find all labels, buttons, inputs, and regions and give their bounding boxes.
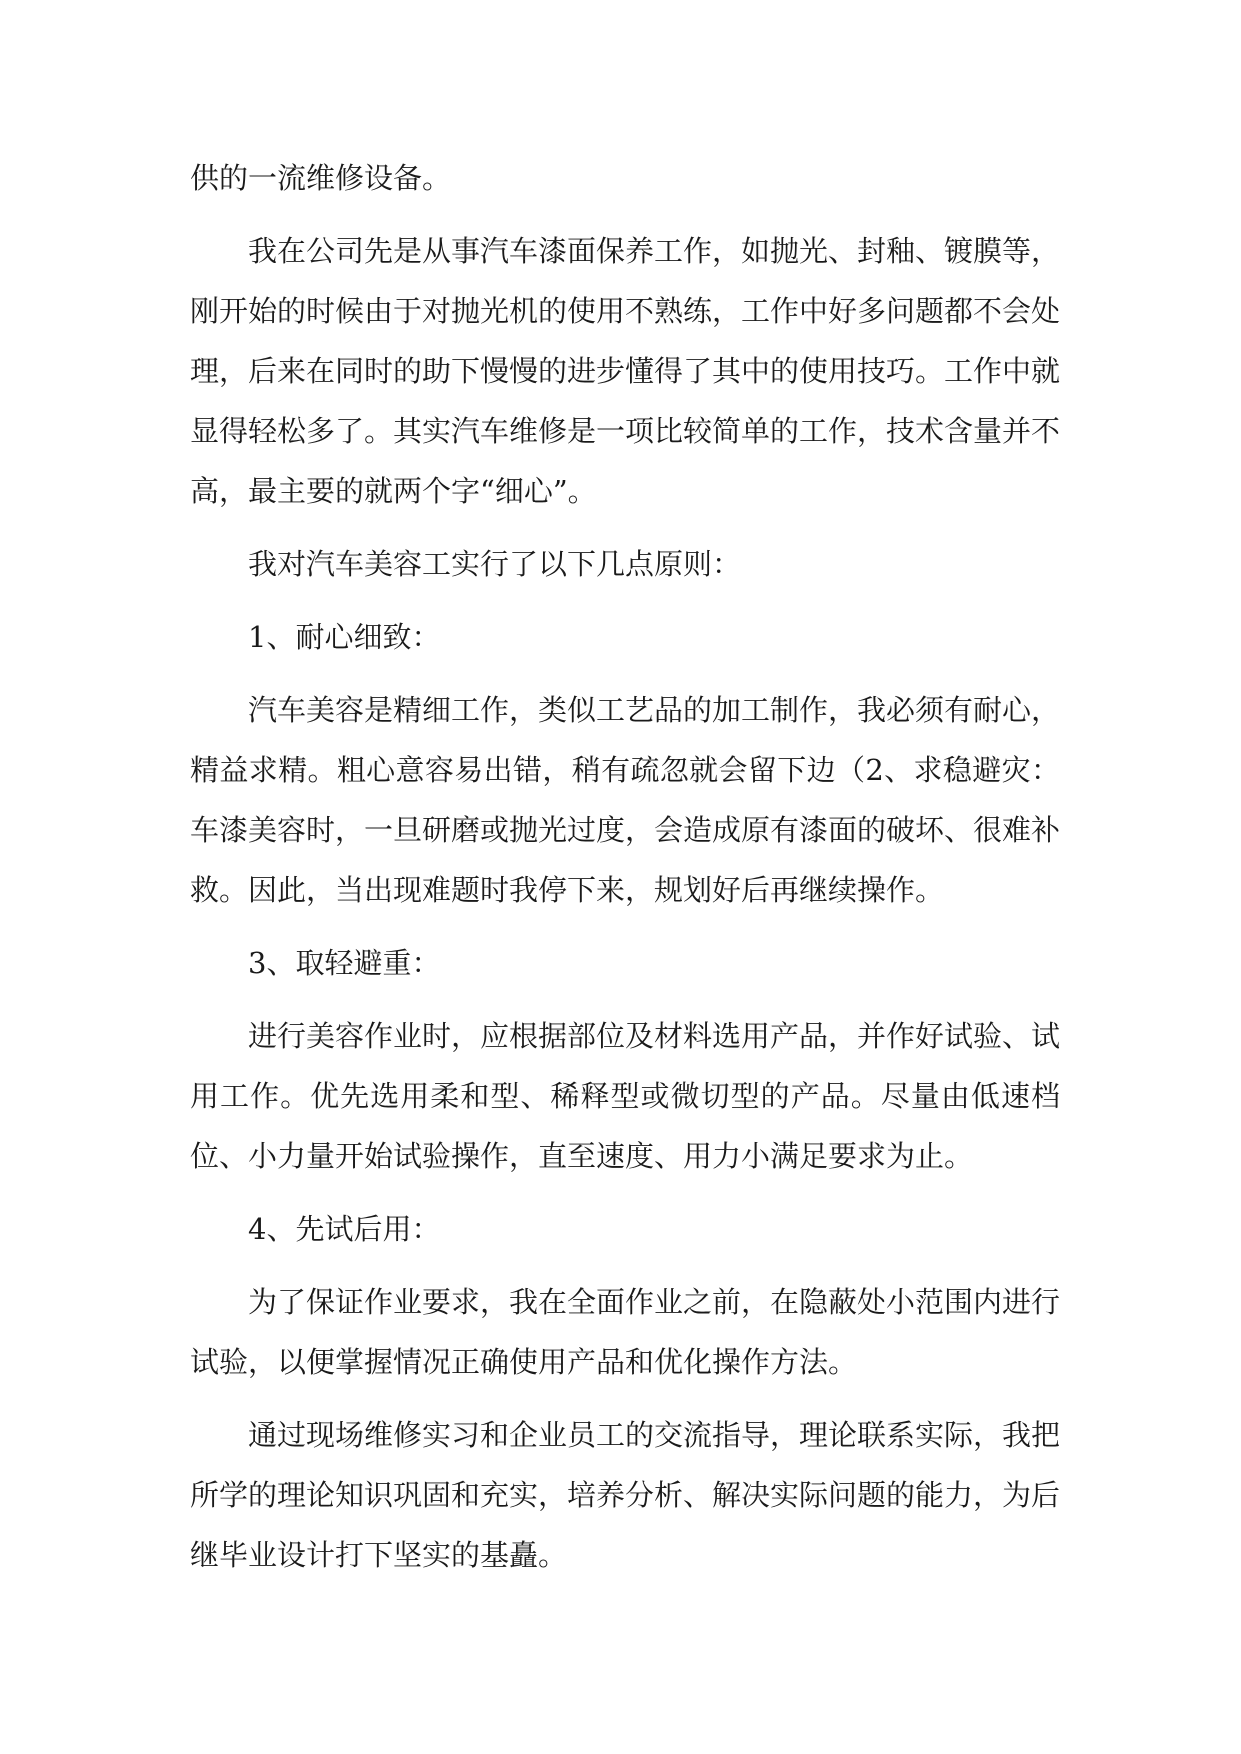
paragraph-principle-3: 进行美容作业时，应根据部位及材料选用产品，并作好试验、试用工作。优先选用柔和型、稀释型或微切型的产品。尽量由低速档位、小力量开始试验操作，直至速度、用力小满足要求为止。 <box>190 1019 1061 1173</box>
paragraph-polishing-work: 我在公司先是从事汽车漆面保养工作，如抛光、封釉、镀膜等，刚开始的时候由于对抛光机的使用不熟练，工作中好多问题都不会处理，后来在同时的助下慢慢的进步懂得了其中的使用技巧。工作中就显得轻松多了。其实汽车维修是一项比较简单的工作，技术含量并不高，最主要的就两个字“细心”。 <box>190 234 1061 508</box>
heading-principle-3: 3、取轻避重： <box>248 946 441 980</box>
paragraph-continuation: 供的一流维修设备。 <box>190 161 452 195</box>
heading-principle-4: 4、先试后用： <box>248 1212 441 1246</box>
paragraph-conclusion: 通过现场维修实习和企业员工的交流指导，理论联系实际，我把所学的理论知识巩固和充实，培养分析、解决实际问题的能力，为后继毕业设计打下坚实的基矗。 <box>190 1418 1061 1572</box>
paragraph-principle-1: 汽车美容是精细工作，类似工艺品的加工制作，我必须有耐心，精益求精。粗心意容易出错，稍有疏忽就会留下边（2、求稳避灾：车漆美容时，一旦研磨或抛光过度，会造成原有漆面的破坏、很难补救。因此，当出现难题时我停下来，规划好后再继续操作。 <box>190 693 1061 907</box>
heading-principle-1: 1、耐心细致： <box>248 620 441 654</box>
paragraph-principles-intro: 我对汽车美容工实行了以下几点原则： <box>248 547 742 581</box>
paragraph-principle-4: 为了保证作业要求，我在全面作业之前，在隐蔽处小范围内进行试验，以便掌握情况正确使用产品和优化操作方法。 <box>190 1285 1061 1379</box>
document-body <box>190 148 1060 1598</box>
